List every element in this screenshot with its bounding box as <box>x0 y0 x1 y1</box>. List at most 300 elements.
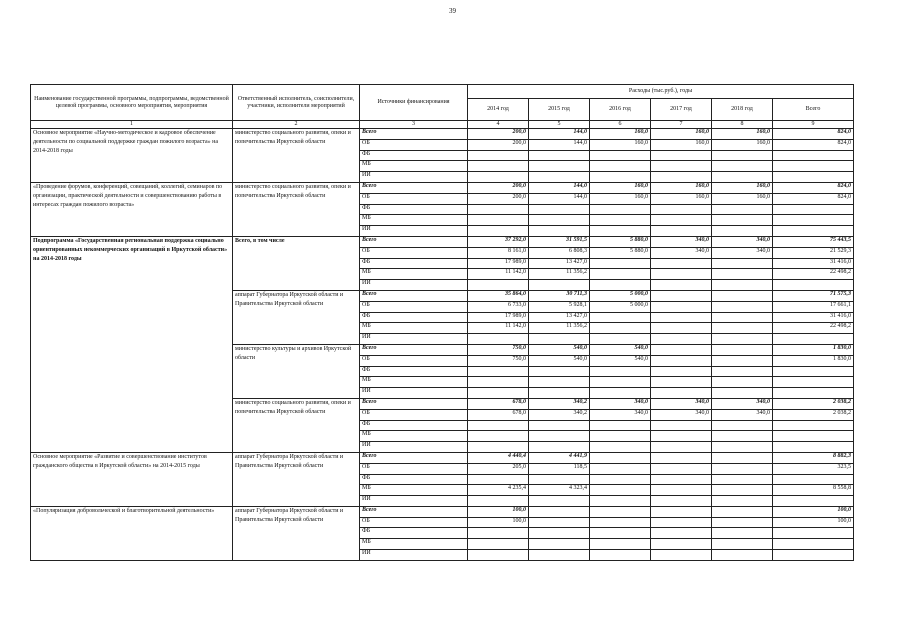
amount-cell: 11 356,2 <box>529 269 590 280</box>
amount-cell <box>773 388 854 399</box>
amount-cell <box>712 312 773 323</box>
amount-cell: 160,0 <box>651 129 712 140</box>
amount-cell: 540,0 <box>590 355 651 366</box>
amount-cell <box>712 334 773 345</box>
amount-cell <box>651 334 712 345</box>
amount-cell: 144,0 <box>529 193 590 204</box>
amount-cell <box>773 204 854 215</box>
funding-source: Всего <box>360 182 468 193</box>
amount-cell: 22 498,2 <box>773 323 854 334</box>
amount-cell: 30 711,3 <box>529 290 590 301</box>
table-body <box>31 129 854 561</box>
amount-cell: 17 661,1 <box>773 301 854 312</box>
amount-cell: 340,0 <box>712 247 773 258</box>
header-numbers-row <box>31 121 854 129</box>
amount-cell <box>590 539 651 550</box>
amount-cell: 144,0 <box>529 139 590 150</box>
amount-cell <box>529 377 590 388</box>
amount-cell: 160,0 <box>590 129 651 140</box>
funding-source: ФБ <box>360 204 468 215</box>
amount-cell <box>651 517 712 528</box>
amount-cell: 340,0 <box>651 409 712 420</box>
header-column-number: 3 <box>360 121 468 129</box>
amount-cell <box>651 226 712 237</box>
funding-source: ОБ <box>360 409 468 420</box>
amount-cell <box>468 161 529 172</box>
amount-cell: 4 440,4 <box>468 452 529 463</box>
funding-source: МБ <box>360 377 468 388</box>
funding-source: МБ <box>360 485 468 496</box>
amount-cell <box>468 172 529 183</box>
amount-cell <box>529 204 590 215</box>
amount-cell: 2 038,2 <box>773 398 854 409</box>
header-column-number: 8 <box>712 121 773 129</box>
funding-source: ОБ <box>360 517 468 528</box>
amount-cell: 8 882,3 <box>773 452 854 463</box>
amount-cell: 5 928,1 <box>529 301 590 312</box>
amount-cell <box>712 539 773 550</box>
amount-cell <box>651 215 712 226</box>
amount-cell: 4 323,4 <box>529 485 590 496</box>
amount-cell: 340,0 <box>590 409 651 420</box>
amount-cell <box>712 550 773 561</box>
amount-cell <box>651 550 712 561</box>
amount-cell: 31 416,0 <box>773 312 854 323</box>
amount-cell <box>529 442 590 453</box>
funding-source: ОБ <box>360 355 468 366</box>
amount-cell <box>651 312 712 323</box>
header-column-number: 1 <box>31 121 233 129</box>
amount-cell: 160,0 <box>590 193 651 204</box>
amount-cell: 17 989,0 <box>468 312 529 323</box>
amount-cell <box>651 431 712 442</box>
program-name: Подпрограмма «Государственная региональная поддержка социально ориентированных некоммерческих организаций в Иркутской области» на 2014-2018 годы <box>31 236 233 452</box>
funding-source: ФБ <box>360 312 468 323</box>
amount-cell: 5 000,0 <box>590 290 651 301</box>
amount-cell <box>712 269 773 280</box>
amount-cell <box>651 355 712 366</box>
table-header <box>31 85 854 129</box>
funding-source: ИИ <box>360 172 468 183</box>
amount-cell: 31 416,0 <box>773 258 854 269</box>
amount-cell: 5 000,0 <box>590 301 651 312</box>
table-row <box>31 182 854 193</box>
amount-cell <box>590 334 651 345</box>
amount-cell <box>651 463 712 474</box>
amount-cell: 31 591,5 <box>529 236 590 247</box>
funding-source: ФБ <box>360 528 468 539</box>
amount-cell <box>590 258 651 269</box>
funding-source: ОБ <box>360 139 468 150</box>
amount-cell: 200,0 <box>468 139 529 150</box>
header-source: Источники финансирования <box>360 85 468 121</box>
amount-cell: 200,0 <box>468 193 529 204</box>
amount-cell <box>590 204 651 215</box>
amount-cell <box>712 161 773 172</box>
amount-cell <box>651 485 712 496</box>
amount-cell <box>468 204 529 215</box>
amount-cell <box>712 420 773 431</box>
budget-table <box>30 84 854 561</box>
funding-source: ИИ <box>360 334 468 345</box>
program-name: Основное мероприятие «Развитие и совершенствование институтов гражданского общества в Иркутской области» на 2014-2015 годы <box>31 452 233 506</box>
amount-cell <box>712 204 773 215</box>
amount-cell <box>529 172 590 183</box>
header-year: 2014 год <box>468 99 529 121</box>
header-year: 2015 год <box>529 99 590 121</box>
amount-cell <box>468 528 529 539</box>
amount-cell <box>712 344 773 355</box>
amount-cell <box>590 517 651 528</box>
amount-cell <box>773 431 854 442</box>
amount-cell: 100,0 <box>773 517 854 528</box>
table-row <box>31 452 854 463</box>
amount-cell <box>590 215 651 226</box>
amount-cell: 17 989,0 <box>468 258 529 269</box>
amount-cell <box>712 452 773 463</box>
amount-cell <box>773 150 854 161</box>
program-name: Основное мероприятие «Научно-методическое и кадровое обеспечение деятельности по социальной поддержке граждан пожилого возраста» на 2014-2018 годы <box>31 129 233 183</box>
amount-cell <box>773 496 854 507</box>
amount-cell: 2 038,2 <box>773 409 854 420</box>
header-column-number: 5 <box>529 121 590 129</box>
amount-cell <box>651 204 712 215</box>
amount-cell <box>590 442 651 453</box>
amount-cell <box>590 528 651 539</box>
amount-cell <box>529 280 590 291</box>
amount-cell <box>712 150 773 161</box>
amount-cell <box>468 496 529 507</box>
executor-name: Всего, в том числе <box>233 236 360 290</box>
amount-cell <box>773 442 854 453</box>
amount-cell <box>468 150 529 161</box>
amount-cell <box>468 226 529 237</box>
executor-name: министерство культуры и архивов Иркутской области <box>233 344 360 398</box>
funding-source: МБ <box>360 269 468 280</box>
amount-cell <box>590 463 651 474</box>
amount-cell: 340,0 <box>651 398 712 409</box>
amount-cell: 4 441,9 <box>529 452 590 463</box>
amount-cell <box>712 506 773 517</box>
funding-source: Всего <box>360 344 468 355</box>
funding-source: Всего <box>360 452 468 463</box>
amount-cell: 340,0 <box>651 247 712 258</box>
funding-source: ИИ <box>360 388 468 399</box>
amount-cell: 824,0 <box>773 182 854 193</box>
funding-source: МБ <box>360 323 468 334</box>
amount-cell <box>590 226 651 237</box>
amount-cell: 200,0 <box>468 129 529 140</box>
amount-cell <box>712 323 773 334</box>
amount-cell <box>529 420 590 431</box>
amount-cell: 37 292,0 <box>468 236 529 247</box>
amount-cell: 100,0 <box>773 506 854 517</box>
table-row <box>31 129 854 140</box>
amount-cell <box>712 442 773 453</box>
amount-cell: 340,0 <box>712 398 773 409</box>
amount-cell: 200,0 <box>468 182 529 193</box>
amount-cell <box>712 301 773 312</box>
amount-cell <box>468 377 529 388</box>
amount-cell <box>651 539 712 550</box>
amount-cell <box>529 431 590 442</box>
amount-cell <box>590 172 651 183</box>
header-expenses: Расходы (тыс.руб.), годы <box>468 85 854 99</box>
page-number: 39 <box>449 7 456 15</box>
amount-cell <box>468 388 529 399</box>
amount-cell <box>651 280 712 291</box>
amount-cell <box>590 496 651 507</box>
amount-cell <box>468 215 529 226</box>
amount-cell: 340,0 <box>651 236 712 247</box>
funding-source: МБ <box>360 539 468 550</box>
funding-source: МБ <box>360 215 468 226</box>
program-name: «Проведение форумов, конференций, совещаний, коллегий, семинаров по организации, практической деятельности и совершенствованию работы в интересах граждан пожилого возраста» <box>31 182 233 236</box>
amount-cell <box>529 528 590 539</box>
header-column-number: 2 <box>233 121 360 129</box>
amount-cell <box>590 550 651 561</box>
amount-cell: 160,0 <box>590 139 651 150</box>
amount-cell <box>712 474 773 485</box>
funding-source: ФБ <box>360 258 468 269</box>
amount-cell <box>712 280 773 291</box>
amount-cell <box>773 474 854 485</box>
amount-cell <box>651 474 712 485</box>
amount-cell <box>590 377 651 388</box>
funding-source: ФБ <box>360 150 468 161</box>
amount-cell: 22 498,2 <box>773 269 854 280</box>
amount-cell <box>773 550 854 561</box>
header-year: Всего <box>773 99 854 121</box>
amount-cell <box>712 215 773 226</box>
amount-cell: 6 733,0 <box>468 301 529 312</box>
header-column-number: 7 <box>651 121 712 129</box>
amount-cell <box>529 517 590 528</box>
amount-cell: 323,5 <box>773 463 854 474</box>
executor-name: аппарат Губернатора Иркутской области и Правительства Иркутской области <box>233 290 360 344</box>
funding-source: ОБ <box>360 301 468 312</box>
amount-cell: 540,0 <box>529 355 590 366</box>
amount-cell <box>651 506 712 517</box>
amount-cell <box>773 215 854 226</box>
amount-cell: 678,0 <box>468 398 529 409</box>
amount-cell: 8 558,8 <box>773 485 854 496</box>
amount-cell <box>712 355 773 366</box>
amount-cell <box>529 215 590 226</box>
table-row <box>31 506 854 517</box>
executor-name: министерство социального развития, опеки и попечительства Иркутской области <box>233 398 360 452</box>
funding-source: ОБ <box>360 247 468 258</box>
amount-cell <box>651 528 712 539</box>
amount-cell <box>712 172 773 183</box>
amount-cell: 75 443,5 <box>773 236 854 247</box>
header-executor: Ответственный исполнитель, соисполнители, участники, исполнители мероприятий <box>233 85 360 121</box>
amount-cell <box>651 377 712 388</box>
amount-cell <box>651 420 712 431</box>
amount-cell <box>529 334 590 345</box>
amount-cell: 824,0 <box>773 139 854 150</box>
amount-cell <box>590 150 651 161</box>
amount-cell: 160,0 <box>712 139 773 150</box>
amount-cell <box>590 452 651 463</box>
amount-cell: 11 356,2 <box>529 323 590 334</box>
amount-cell <box>468 431 529 442</box>
amount-cell <box>529 150 590 161</box>
amount-cell <box>651 452 712 463</box>
amount-cell <box>590 269 651 280</box>
amount-cell <box>773 161 854 172</box>
amount-cell: 35 864,0 <box>468 290 529 301</box>
amount-cell <box>651 442 712 453</box>
amount-cell: 824,0 <box>773 129 854 140</box>
amount-cell <box>529 388 590 399</box>
amount-cell: 13 427,0 <box>529 258 590 269</box>
amount-cell <box>712 366 773 377</box>
amount-cell: 160,0 <box>712 182 773 193</box>
amount-cell <box>529 161 590 172</box>
amount-cell: 160,0 <box>651 139 712 150</box>
amount-cell: 340,0 <box>712 409 773 420</box>
funding-source: ИИ <box>360 442 468 453</box>
amount-cell <box>590 280 651 291</box>
amount-cell <box>651 496 712 507</box>
funding-source: ИИ <box>360 496 468 507</box>
amount-cell <box>712 431 773 442</box>
amount-cell: 118,5 <box>529 463 590 474</box>
amount-cell <box>651 172 712 183</box>
amount-cell <box>712 290 773 301</box>
amount-cell <box>651 323 712 334</box>
header-column-number: 9 <box>773 121 854 129</box>
amount-cell: 678,0 <box>468 409 529 420</box>
amount-cell <box>651 366 712 377</box>
amount-cell <box>529 226 590 237</box>
funding-source: ФБ <box>360 366 468 377</box>
amount-cell <box>712 258 773 269</box>
amount-cell <box>712 517 773 528</box>
amount-cell <box>590 312 651 323</box>
amount-cell: 8 161,0 <box>468 247 529 258</box>
amount-cell <box>590 474 651 485</box>
header-name: Наименование государственной программы, подпрограммы, ведомственной целевой программы, основного мероприятия, мероприятия <box>31 85 233 121</box>
amount-cell <box>712 226 773 237</box>
amount-cell: 4 235,4 <box>468 485 529 496</box>
amount-cell: 11 142,0 <box>468 323 529 334</box>
amount-cell <box>590 485 651 496</box>
amount-cell <box>773 528 854 539</box>
amount-cell <box>590 431 651 442</box>
amount-cell: 5 880,0 <box>590 247 651 258</box>
amount-cell <box>590 323 651 334</box>
funding-source: ФБ <box>360 474 468 485</box>
program-name: «Популяризация добровольческой и благотворительной деятельности» <box>31 506 233 560</box>
amount-cell <box>773 334 854 345</box>
amount-cell: 340,2 <box>529 398 590 409</box>
amount-cell <box>529 539 590 550</box>
amount-cell <box>468 442 529 453</box>
amount-cell: 6 808,3 <box>529 247 590 258</box>
amount-cell <box>468 539 529 550</box>
amount-cell <box>468 550 529 561</box>
amount-cell <box>529 474 590 485</box>
amount-cell: 21 529,3 <box>773 247 854 258</box>
header-year: 2017 год <box>651 99 712 121</box>
amount-cell <box>651 258 712 269</box>
executor-name: министерство социального развития, опеки и попечительства Иркутской области <box>233 129 360 183</box>
header-column-number: 4 <box>468 121 529 129</box>
amount-cell: 540,0 <box>529 344 590 355</box>
amount-cell <box>712 496 773 507</box>
amount-cell: 750,0 <box>468 344 529 355</box>
amount-cell <box>773 226 854 237</box>
funding-source: Всего <box>360 129 468 140</box>
amount-cell <box>468 420 529 431</box>
amount-cell <box>468 366 529 377</box>
amount-cell: 340,2 <box>529 409 590 420</box>
funding-source: ИИ <box>360 280 468 291</box>
amount-cell: 1 830,0 <box>773 344 854 355</box>
amount-cell: 13 427,0 <box>529 312 590 323</box>
amount-cell: 340,0 <box>712 236 773 247</box>
executor-name: аппарат Губернатора Иркутской области и Правительства Иркутской области <box>233 506 360 560</box>
header-year: 2018 год <box>712 99 773 121</box>
amount-cell: 750,0 <box>468 355 529 366</box>
amount-cell <box>651 150 712 161</box>
amount-cell: 540,0 <box>590 344 651 355</box>
table-row <box>31 236 854 247</box>
header-year: 2016 год <box>590 99 651 121</box>
executor-name: министерство социального развития, опеки и попечительства Иркутской области <box>233 182 360 236</box>
amount-cell: 160,0 <box>651 193 712 204</box>
amount-cell: 71 575,3 <box>773 290 854 301</box>
funding-source: Всего <box>360 398 468 409</box>
amount-cell <box>529 550 590 561</box>
amount-cell: 160,0 <box>590 182 651 193</box>
amount-cell <box>773 539 854 550</box>
amount-cell <box>468 334 529 345</box>
amount-cell: 100,0 <box>468 517 529 528</box>
amount-cell <box>590 388 651 399</box>
funding-source: ФБ <box>360 420 468 431</box>
amount-cell: 144,0 <box>529 182 590 193</box>
amount-cell <box>773 366 854 377</box>
amount-cell <box>651 388 712 399</box>
amount-cell <box>712 388 773 399</box>
amount-cell <box>651 161 712 172</box>
funding-source: ОБ <box>360 193 468 204</box>
amount-cell: 11 142,0 <box>468 269 529 280</box>
amount-cell: 1 830,0 <box>773 355 854 366</box>
amount-cell <box>529 506 590 517</box>
amount-cell <box>651 290 712 301</box>
executor-name: аппарат Губернатора Иркутской области и Правительства Иркутской области <box>233 452 360 506</box>
amount-cell <box>590 366 651 377</box>
amount-cell <box>712 377 773 388</box>
amount-cell <box>590 506 651 517</box>
amount-cell: 205,0 <box>468 463 529 474</box>
amount-cell <box>651 344 712 355</box>
funding-source: МБ <box>360 431 468 442</box>
amount-cell: 340,0 <box>590 398 651 409</box>
amount-cell <box>712 485 773 496</box>
amount-cell <box>712 463 773 474</box>
amount-cell: 100,0 <box>468 506 529 517</box>
amount-cell <box>773 280 854 291</box>
amount-cell <box>529 366 590 377</box>
amount-cell: 144,0 <box>529 129 590 140</box>
amount-cell <box>773 172 854 183</box>
amount-cell: 160,0 <box>712 193 773 204</box>
